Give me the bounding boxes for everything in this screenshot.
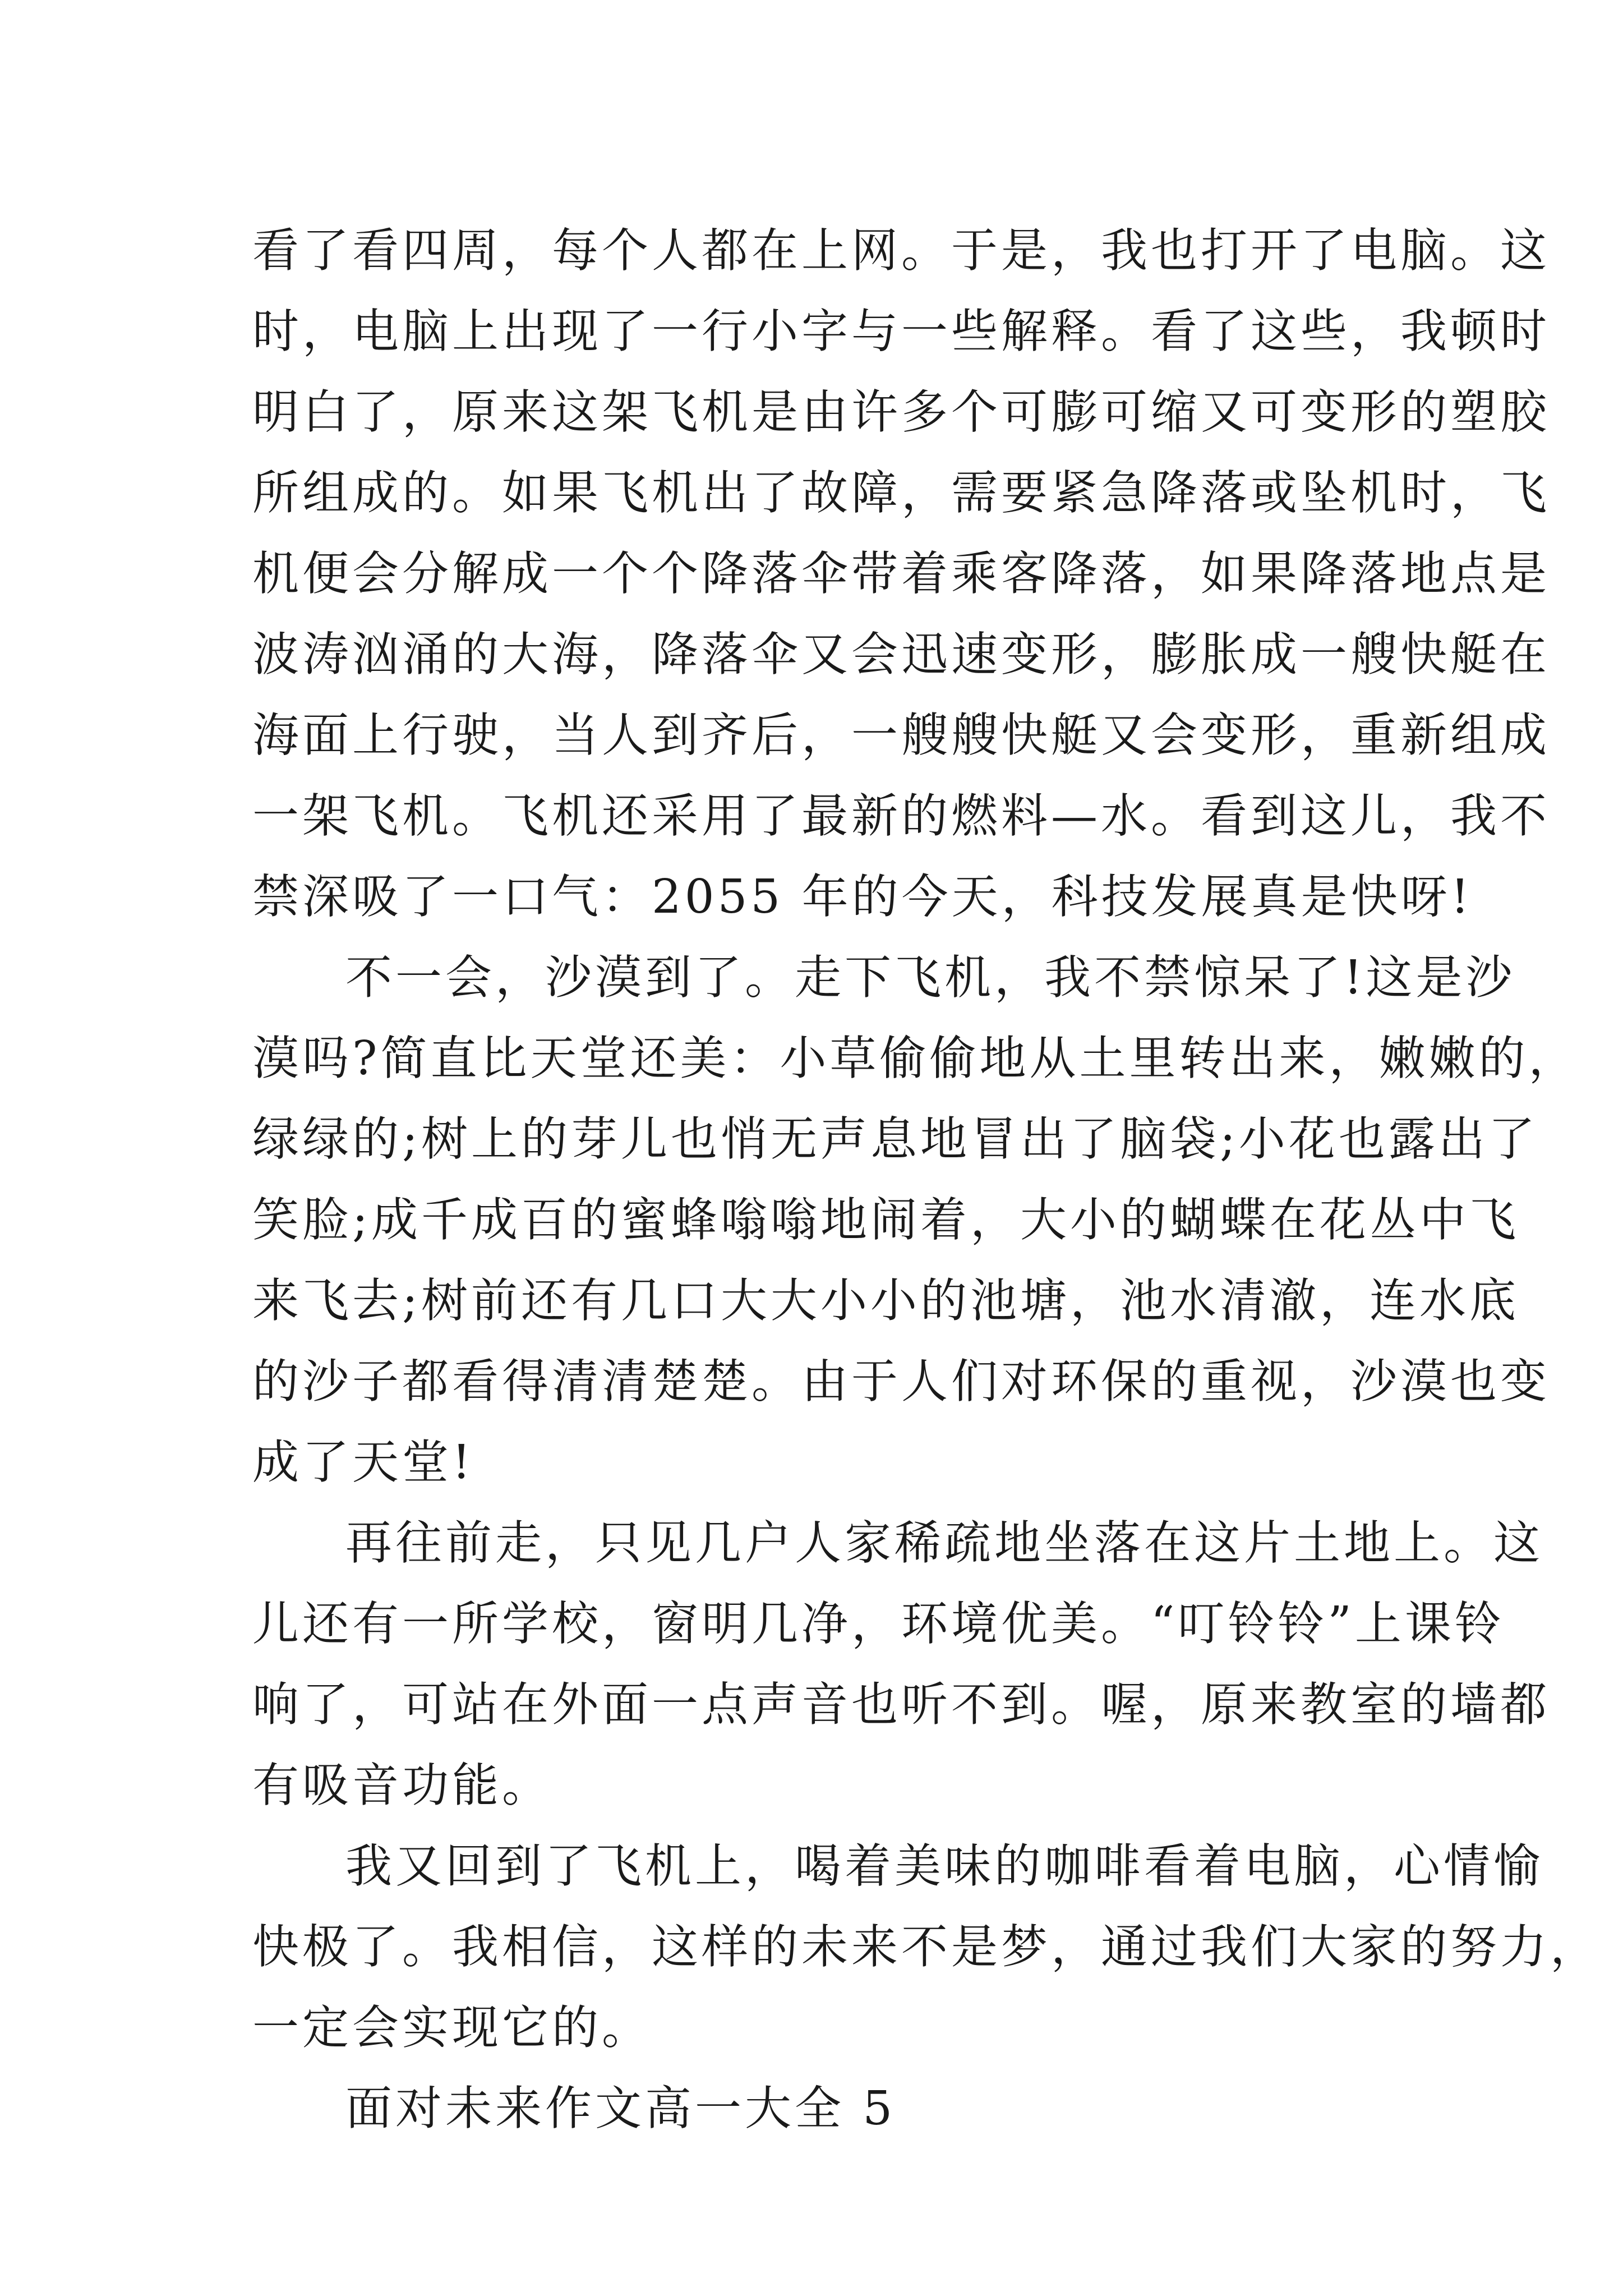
text-line: 波涛汹涌的大海，降落伞又会迅速变形，膨胀成一艘快艇在 [252,627,1550,682]
text-line: 快极了。我相信，这样的未来不是梦，通过我们大家的努力， [252,1920,1600,1974]
text-line: 成了天堂! [252,1435,474,1489]
text-line: 儿还有一所学校，窗明几净，环境优美。“叮铃铃”上课铃 [252,1596,1505,1651]
text-line: 禁深吸了一口气：2055 年的今天，科技发展真是快呀! [252,869,1473,924]
text-line: 漠吗?简直比天堂还美：小草偷偷地从土里转出来，嫩嫩的， [252,1031,1579,1085]
text-line: 机便会分解成一个个降落伞带着乘客降落，如果降落地点是 [252,546,1550,601]
text-line: 笑脸;成千成百的蜜蜂嗡嗡地闹着，大小的蝴蝶在花丛中飞 [252,1193,1519,1247]
paragraph-start-line: 我又回到了飞机上，喝着美味的咖啡看着电脑，心情愉 [345,1839,1543,1893]
paragraph-start-line: 再往前走，只见几户人家稀疏地坐落在这片土地上。这 [345,1516,1543,1570]
text-line: 所组成的。如果飞机出了故障，需要紧急降落或坠机时，飞 [252,466,1550,520]
text-line: 一架飞机。飞机还采用了最新的燃料—水。看到这儿，我不 [252,789,1550,843]
text-line: 明白了，原来这架飞机是由许多个可膨可缩又可变形的塑胶 [252,385,1550,439]
text-line: 的沙子都看得清清楚楚。由于人们对环保的重视，沙漠也变 [252,1354,1550,1409]
text-line: 绿绿的;树上的芽儿也悄无声息地冒出了脑袋;小花也露出了 [252,1112,1538,1166]
paragraph-start-line: 不一会，沙漠到了。走下飞机，我不禁惊呆了!这是沙 [345,950,1516,1005]
text-line: 海面上行驶，当人到齐后，一艘艘快艇又会变形，重新组成 [252,708,1550,762]
text-line: 一定会实现它的。 [252,2000,652,2055]
section-heading: 面对未来作文高一大全 5 [345,2081,896,2136]
text-line: 来飞去;树前还有几口大大小小的池塘，池水清澈，连水底 [252,1273,1519,1328]
text-line: 看了看四周，每个人都在上网。于是，我也打开了电脑。这 [252,223,1550,278]
text-line: 时，电脑上出现了一行小字与一些解释。看了这些，我顿时 [252,304,1550,358]
document-body [252,210,1600,2149]
text-line: 有吸音功能。 [252,1758,552,1812]
text-line: 响了，可站在外面一点声音也听不到。喔，原来教室的墙都 [252,1677,1550,1732]
